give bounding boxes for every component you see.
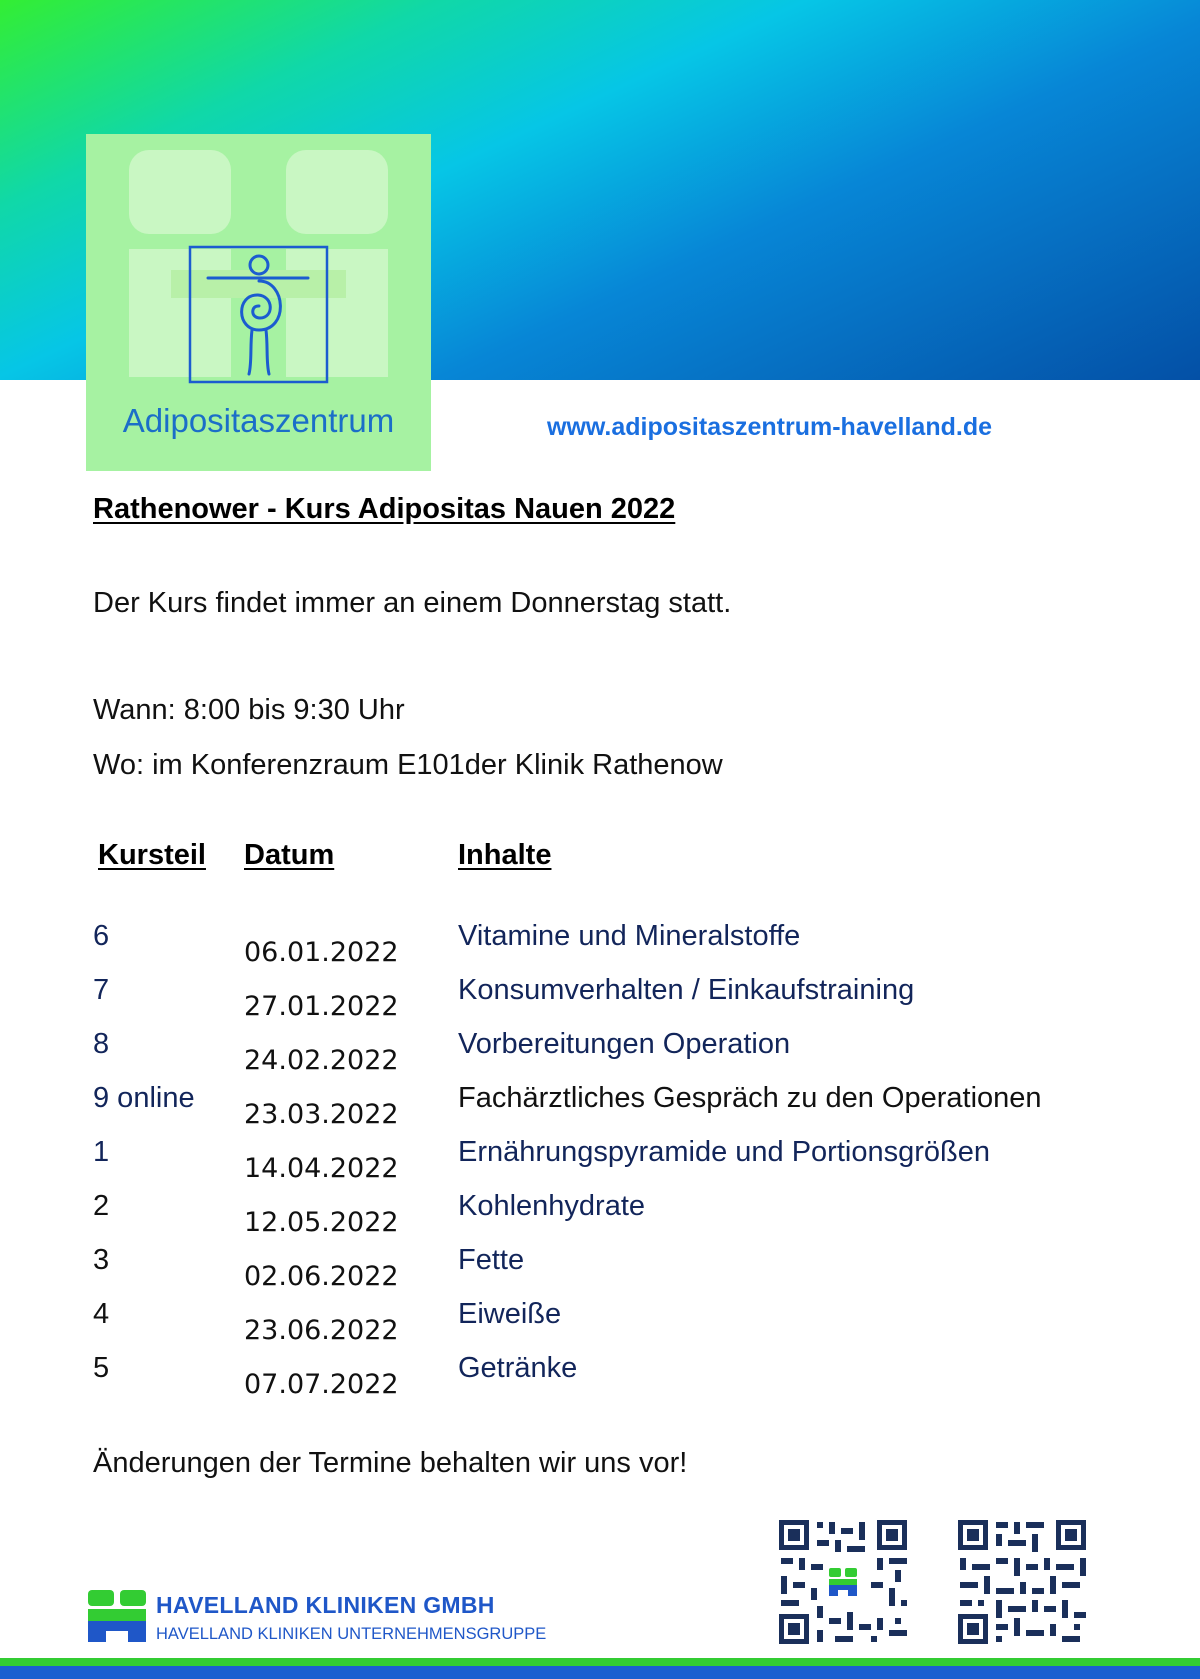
row-date: 12.05.2022 bbox=[244, 1207, 399, 1238]
row-content: Vorbereitungen Operation bbox=[458, 1028, 791, 1060]
adipositaszentrum-logo bbox=[86, 134, 431, 471]
column-header-part: Kursteil bbox=[98, 839, 206, 871]
qr-code-icon[interactable] bbox=[956, 1518, 1088, 1646]
row-date: 23.03.2022 bbox=[244, 1099, 399, 1130]
row-part: 9 online bbox=[93, 1082, 195, 1114]
table-row bbox=[0, 1298, 1200, 1352]
company-name: HAVELLAND KLINIKEN GMBH bbox=[156, 1592, 495, 1618]
schedule-change-notice: Änderungen der Termine behalten wir uns vor! bbox=[93, 1447, 688, 1479]
row-part: 2 bbox=[93, 1190, 110, 1222]
company-group: HAVELLAND KLINIKEN UNTERNEHMENSGRUPPE bbox=[156, 1625, 547, 1643]
row-date: 14.04.2022 bbox=[244, 1153, 399, 1184]
column-header-date: Datum bbox=[244, 839, 335, 871]
havelland-kliniken-logo-icon bbox=[88, 1590, 148, 1642]
row-part: 3 bbox=[93, 1244, 110, 1276]
row-date: 23.06.2022 bbox=[244, 1315, 399, 1346]
table-row bbox=[0, 1136, 1200, 1190]
page-title: Rathenower - Kurs Adipositas Nauen 2022 bbox=[93, 493, 676, 525]
table-row bbox=[0, 1082, 1200, 1136]
table-row bbox=[0, 920, 1200, 974]
table-row bbox=[0, 1244, 1200, 1298]
table-row bbox=[0, 974, 1200, 1028]
column-header-content: Inhalte bbox=[458, 839, 552, 871]
table-row bbox=[0, 1352, 1200, 1406]
row-date: 02.06.2022 bbox=[244, 1261, 399, 1292]
footer-blue-stripe bbox=[0, 1666, 1200, 1679]
row-content: Getränke bbox=[458, 1352, 578, 1384]
row-part: 7 bbox=[93, 974, 110, 1006]
logo-text: Adipositaszentrum bbox=[122, 402, 395, 439]
footer-green-stripe bbox=[0, 1658, 1200, 1666]
row-date: 06.01.2022 bbox=[244, 937, 399, 968]
row-content: Kohlenhydrate bbox=[458, 1190, 646, 1222]
row-content: Ernährungspyramide und Portionsgrößen bbox=[458, 1136, 990, 1168]
row-part: 5 bbox=[93, 1352, 110, 1384]
row-content: Eiweiße bbox=[458, 1298, 562, 1330]
row-part: 8 bbox=[93, 1028, 110, 1060]
table-row bbox=[0, 1190, 1200, 1244]
row-date: 27.01.2022 bbox=[244, 991, 399, 1022]
row-content: Fette bbox=[458, 1244, 525, 1276]
intro-text: Der Kurs findet immer an einem Donnerstag statt. bbox=[93, 587, 732, 619]
row-date: 24.02.2022 bbox=[244, 1045, 399, 1076]
qr-code-icon[interactable] bbox=[777, 1518, 909, 1646]
row-content: Vitamine und Mineralstoffe bbox=[458, 920, 801, 952]
row-part: 6 bbox=[93, 920, 110, 952]
row-date: 07.07.2022 bbox=[244, 1369, 399, 1400]
website-link[interactable]: www.adipositaszentrum-havelland.de bbox=[547, 413, 992, 441]
row-content: Fachärztliches Gespräch zu den Operationen bbox=[458, 1082, 1042, 1114]
row-part: 1 bbox=[93, 1136, 110, 1168]
table-row bbox=[0, 1028, 1200, 1082]
row-part: 4 bbox=[93, 1298, 110, 1330]
location-info: Wo: im Konferenzraum E101der Klinik Rathenow bbox=[93, 749, 723, 781]
time-info: Wann: 8:00 bis 9:30 Uhr bbox=[93, 694, 405, 726]
row-content: Konsumverhalten / Einkaufstraining bbox=[458, 974, 915, 1006]
